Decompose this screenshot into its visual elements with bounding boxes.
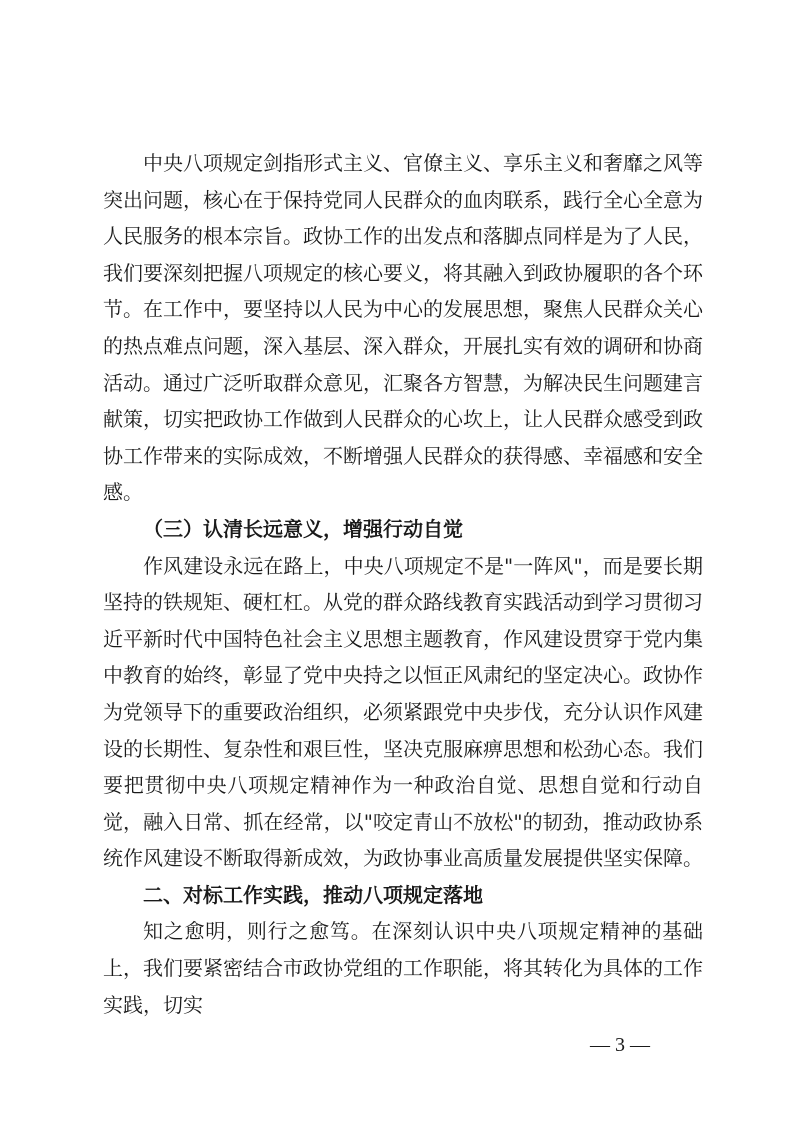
page-number: — 3 —: [590, 1034, 650, 1056]
paragraph-people-centered: 中央八项规定剑指形式主义、官僚主义、享乐主义和奢靡之风等突出问题，核心在于保持党同人民群众的血肉联系，践行全心全意为人民服务的根本宗旨。政协工作的出发点和落脚点同样是为了人民，我们要深刻把握八项规定的核心要义，将其融入到政协履职的各个环节。在工作中，要坚持以人民为中心的发展思想，聚焦人民群众关心的热点难点问题，深入基层、深入群众，开展扎实有效的调研和协商活动。通过广泛听取群众意见，汇聚各方智慧，为解决民生问题建言献策，切实把政协工作做到人民群众的心坎上，让人民群众感受到政协工作带来的实际成效，不断增强人民群众的获得感、幸福感和安全感。: [103, 151, 703, 505]
subheading-long-term-significance: （三）认清长远意义，增强行动自觉: [143, 516, 463, 541]
paragraph-knowledge-and-action: 知之愈明，则行之愈笃。在深刻认识中央八项规定精神的基础上，我们要紧密结合市政协党组的工作职能，将其转化为具体的工作实践，切实: [103, 919, 703, 1017]
section-heading-work-practice: 二、对标工作实践，推动八项规定落地: [143, 882, 483, 907]
paragraph-work-style-building: 作风建设永远在路上，中央八项规定不是"一阵风"，而是要长期坚持的铁规矩、硬杠杠。从党的群众路线教育实践活动到学习贯彻习近平新时代中国特色社会主义思想主题教育，作风建设贯穿于党内集中教育的始终，彰显了党中央持之以恒正风肃纪的坚定决心。政协作为党领导下的重要政治组织，必须紧跟党中央步伐，充分认识作风建设的长期性、复杂性和艰巨性，坚决克服麻痹思想和松劲心态。我们要把贯彻中央八项规定精神作为一种政治自觉、思想自觉和行动自觉，融入日常、抓在经常，以"咬定青山不放松"的韧劲，推动政协系统作风建设不断取得新成效，为政协事业高质量发展提供坚实保障。: [103, 553, 703, 871]
document-body: [103, 145, 703, 1023]
